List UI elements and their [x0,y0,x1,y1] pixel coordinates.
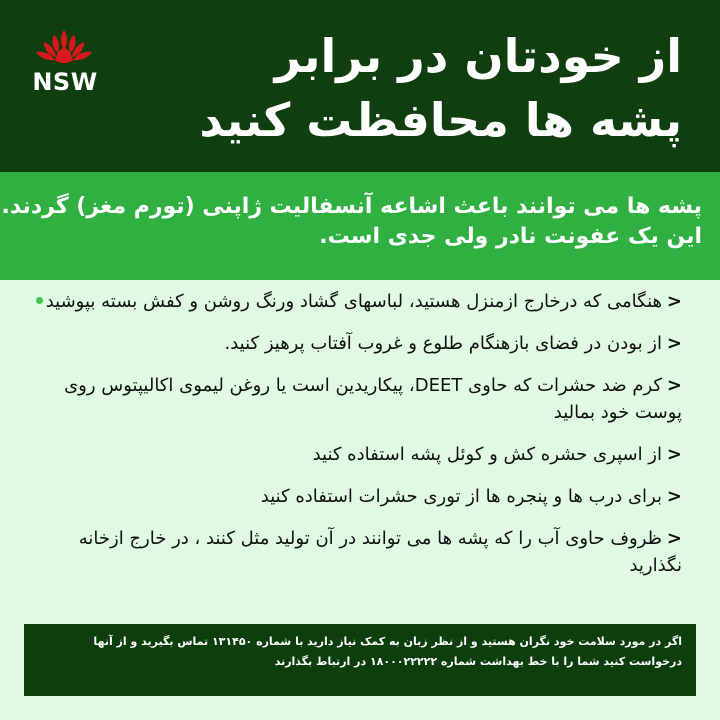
page-title [162,24,682,152]
list-item [42,330,682,357]
item-marker: < [666,528,682,549]
title-line-1: از خودتان در برابر [274,29,682,83]
notice-text [42,632,682,672]
item-text: هنگامی که درخارج ازمنزل هستید، لباسهای گشاد ورنگ روشن و کفش بسته بپوشید [45,291,662,312]
item-text: برای درب ها و پنجره ها از توری حشرات استفاده کنید [260,486,662,507]
item-marker: < [666,444,682,465]
header-banner [0,0,720,172]
list-item [42,288,682,315]
item-text: ظروف حاوی آب را که پشه ها می توانند در آن تولید مثل کنند ، در خارج ازخانه نگذارید [78,528,682,576]
item-marker: < [666,375,682,396]
title-line-2: پشه ها محافظت کنید [199,93,682,147]
list-item [42,441,682,468]
item-text: از اسپری حشره کش و کوئل پشه استفاده کنید [312,444,662,465]
notice-line-2: درخواست کنید شما را با خط بهداشت شماره ۱۸۰۰۰۲۲۲۲۲ در ارتباط بگذارند [274,655,682,668]
subtitle-line-1: پشه ها می توانند باعث اشاعه آنسفالیت ژاپنی (تورم مغز) گردند. [1,194,702,219]
notice-line-1: اگر در مورد سلامت خود نگران هستید و از نظر زبان به کمک نیاز دارید با شماره ۱۳۱۴۵۰ تماس بگیرید و از آنها [93,635,682,648]
item-text: کرم ضد حشرات که حاوی DEET، پیکاریدین است یا روغن لیموی اکالیپتوس روی پوست خود بمالید [64,375,682,423]
list-item [42,525,682,579]
item-text: از بودن در فضای بازهنگام طلوع و غروب آفتاب پرهیز کنید. [224,333,662,354]
helpline-notice [24,624,696,696]
list-item [42,372,682,426]
item-marker: < [666,291,682,312]
subtitle [1,192,702,252]
subtitle-line-2: این یک عفونت نادر ولی جدی است. [319,224,702,249]
list-item [42,483,682,510]
item-marker: < [666,333,682,354]
advice-list [42,288,682,594]
item-marker: < [666,486,682,507]
subheader-banner [0,172,720,280]
nsw-logo-text: NSW [32,68,98,96]
